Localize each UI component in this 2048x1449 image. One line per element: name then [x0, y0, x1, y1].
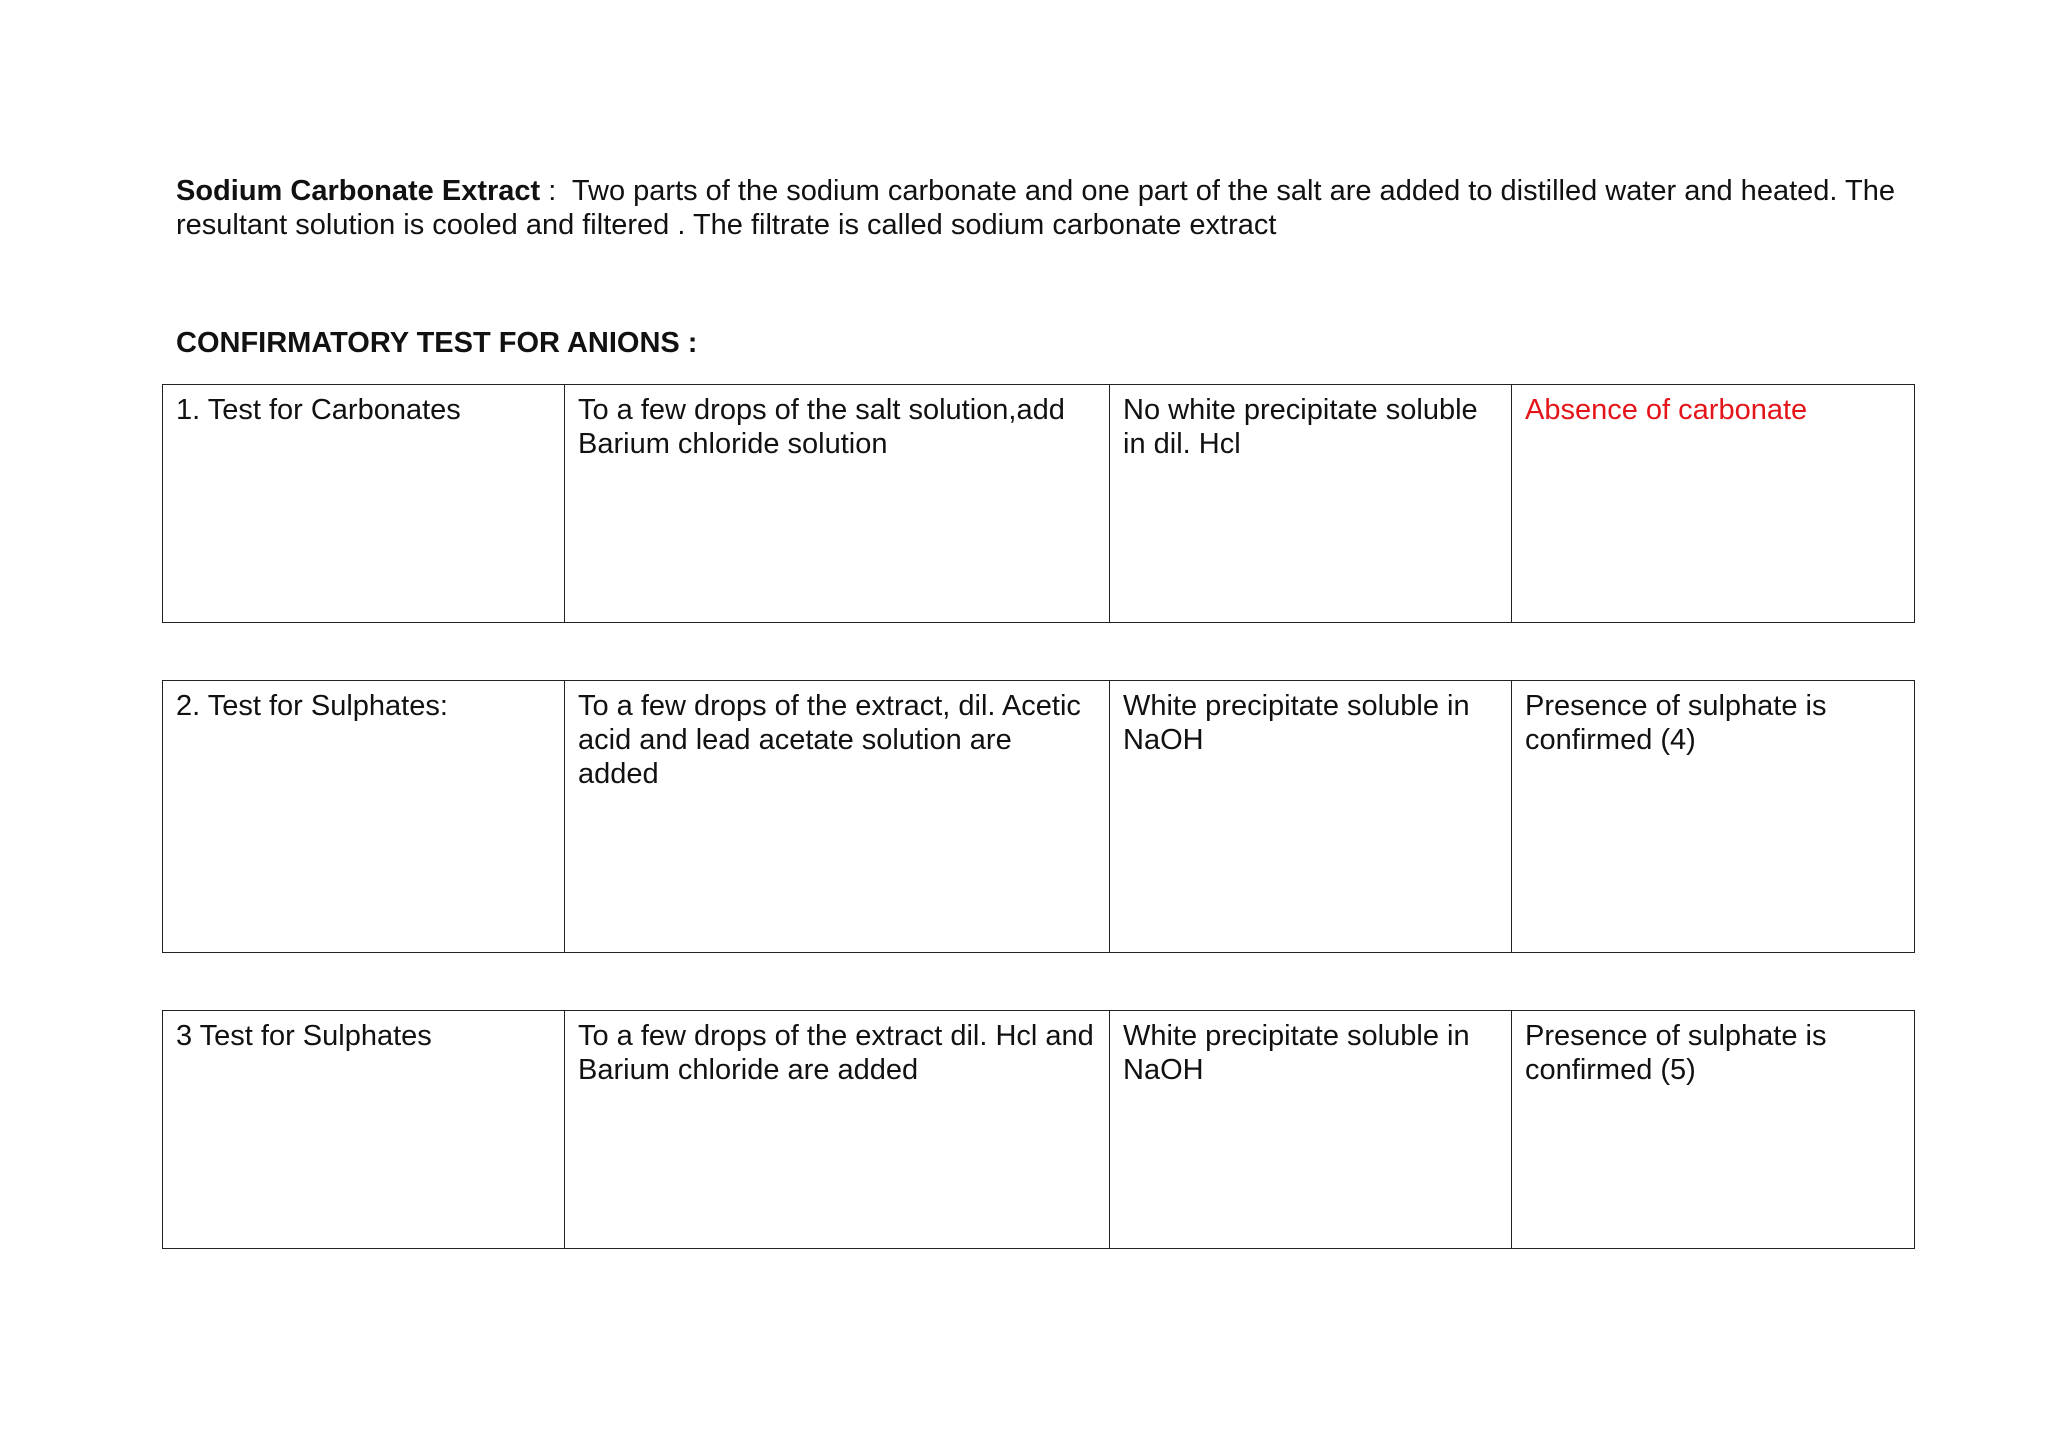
test-table-carbonates [162, 384, 1915, 623]
procedure-cell: To a few drops of the salt solution,add Barium chloride solution [565, 385, 1110, 623]
intro-paragraph [176, 174, 1916, 242]
intro-label: Sodium Carbonate Extract [176, 175, 541, 207]
section-heading: CONFIRMATORY TEST FOR ANIONS : [176, 327, 698, 359]
table-row [163, 385, 1915, 623]
observation-cell: White precipitate soluble in NaOH [1110, 681, 1512, 953]
test-table-sulphates-barium-chloride [162, 1010, 1915, 1249]
procedure-cell: To a few drops of the extract dil. Hcl and Barium chloride are added [565, 1011, 1110, 1249]
observation-cell: No white precipitate soluble in dil. Hcl [1110, 385, 1512, 623]
test-name-cell: 1. Test for Carbonates [163, 385, 565, 623]
observation-cell: White precipitate soluble in NaOH [1110, 1011, 1512, 1249]
table-row [163, 1011, 1915, 1249]
intro-text: Two parts of the sodium carbonate and one part of the salt are added to distilled water and heated. The resultant solution is cooled and filtered . The filtrate is called sodium carbonate extract [176, 175, 1895, 241]
intro-separator: : [540, 175, 572, 207]
procedure-cell: To a few drops of the extract, dil. Acetic acid and lead acetate solution are added [565, 681, 1110, 953]
test-name-cell: 3 Test for Sulphates [163, 1011, 565, 1249]
inference-cell: Presence of sulphate is confirmed (5) [1512, 1011, 1915, 1249]
table-row [163, 681, 1915, 953]
inference-cell: Absence of carbonate [1512, 385, 1915, 623]
test-table-sulphates-lead-acetate [162, 680, 1915, 953]
test-name-cell: 2. Test for Sulphates: [163, 681, 565, 953]
inference-cell: Presence of sulphate is confirmed (4) [1512, 681, 1915, 953]
